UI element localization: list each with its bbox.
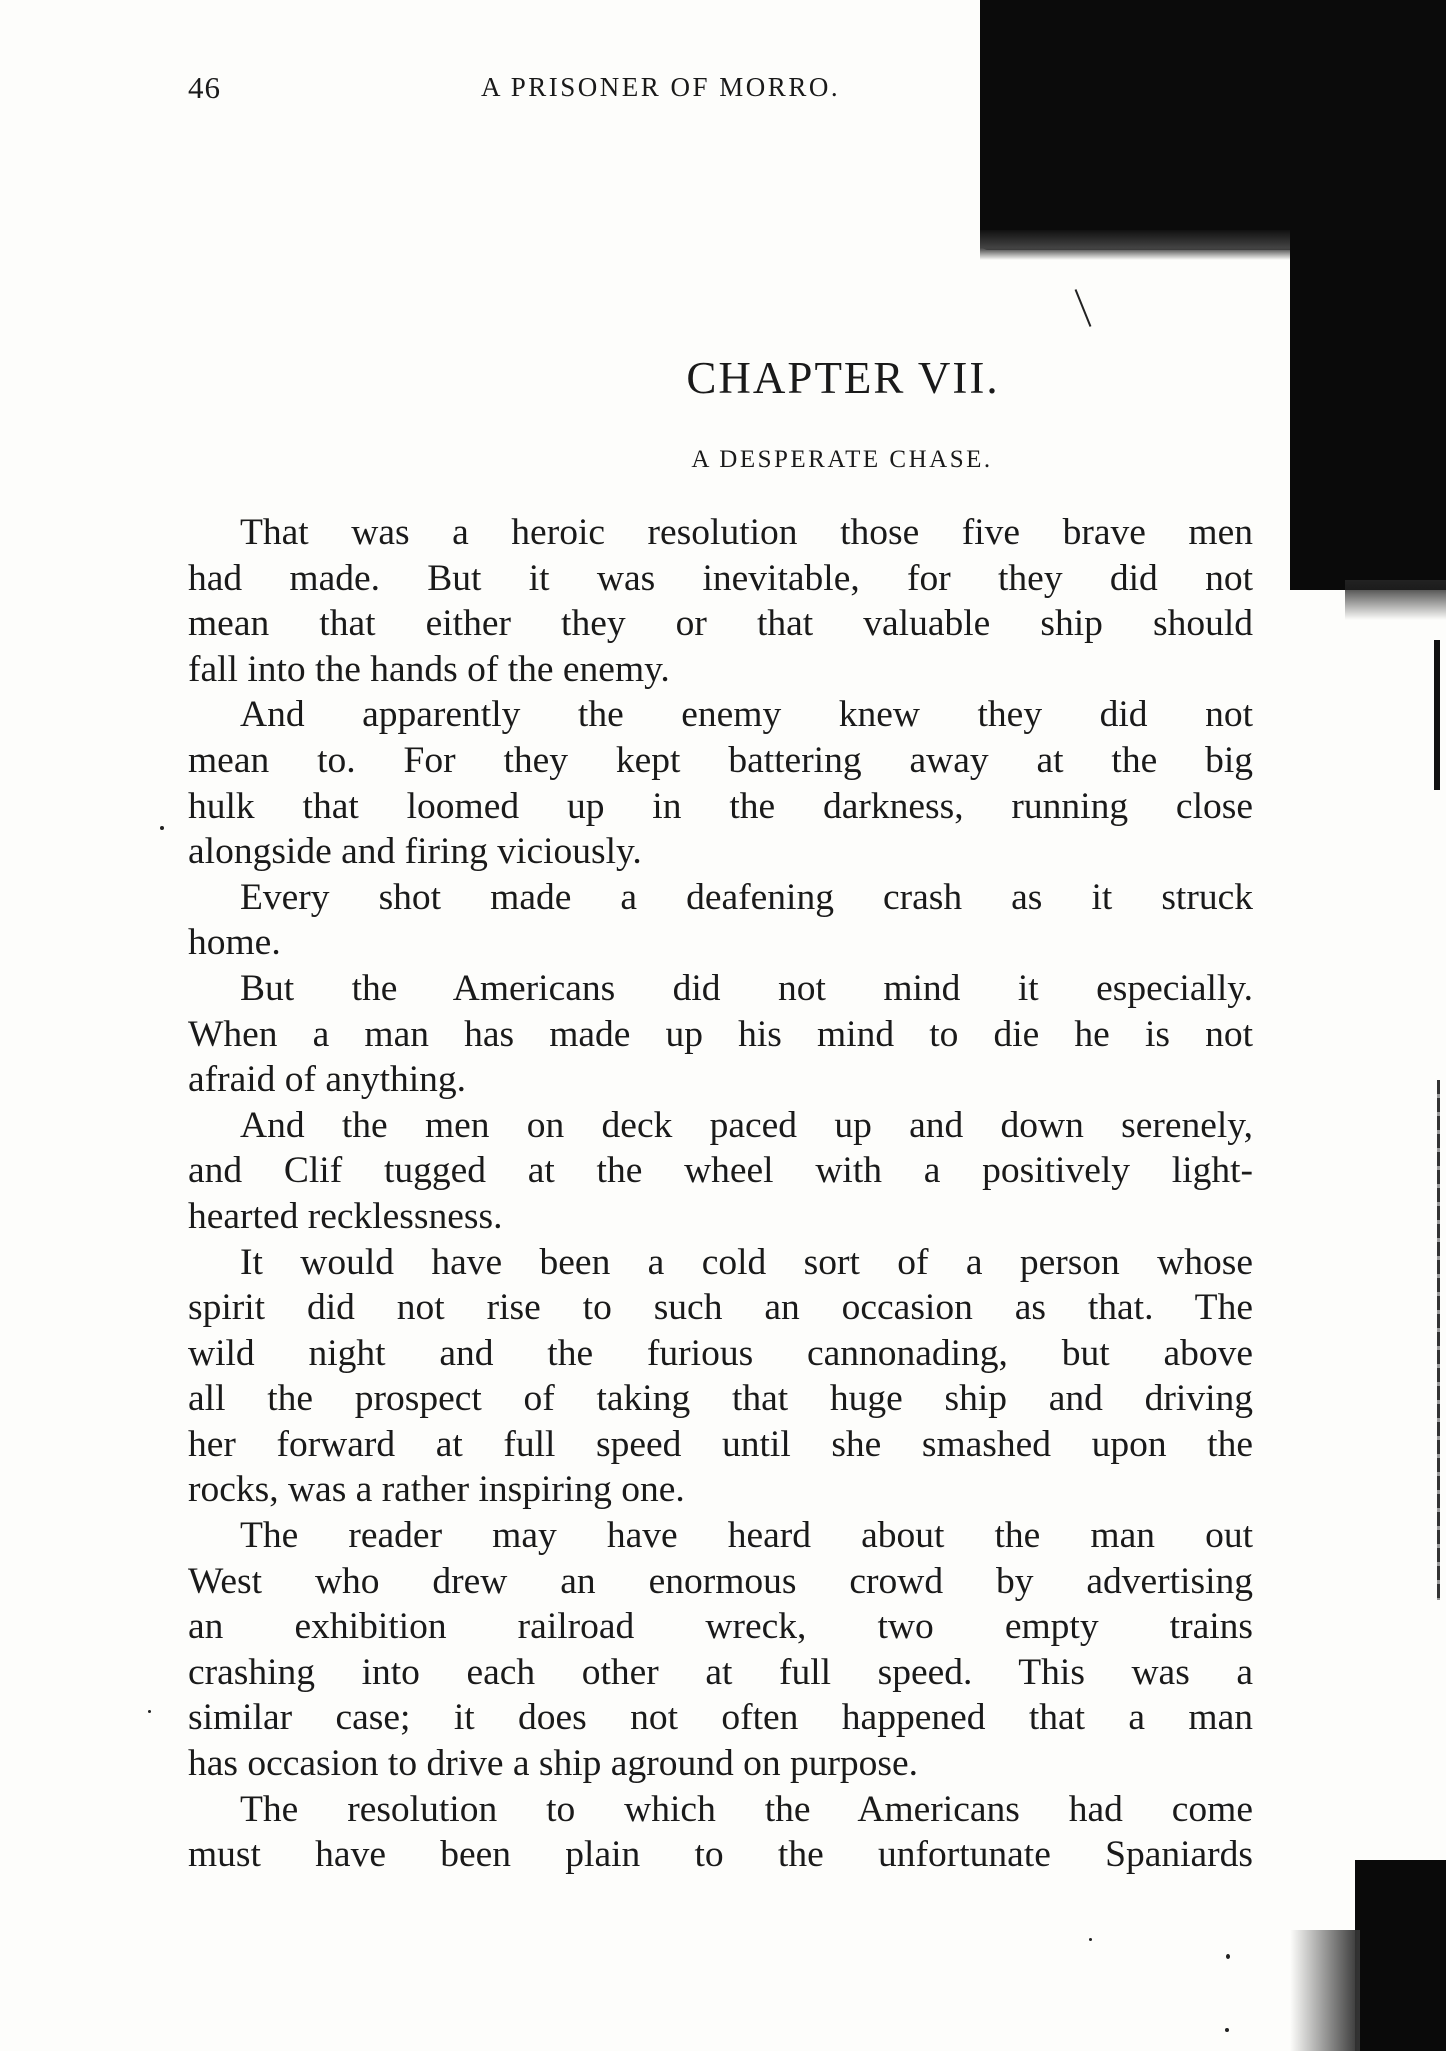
text-line: West who drew an enormous crowd by advertising (188, 1560, 1253, 1602)
text-line: hearted recklessness. (188, 1195, 503, 1237)
text-line: And the men on deck paced up and down serenely, (240, 1104, 1253, 1146)
page-number: 46 (188, 70, 221, 105)
text-line: mean to. For they kept battering away at the big (188, 739, 1253, 781)
scan-speck (160, 826, 164, 830)
text-line: But the Americans did not mind it especially. (240, 967, 1253, 1009)
text-line: It would have been a cold sort of a person whose (240, 1241, 1253, 1283)
text-line: rocks, was a rather inspiring one. (188, 1469, 685, 1511)
text-line: her forward at full speed until she smashed upon the (188, 1423, 1253, 1465)
scan-binding-shadow-edge (980, 230, 1290, 260)
text-line: And apparently the enemy knew they did not (240, 694, 1253, 736)
text-line: had made. But it was inevitable, for they did not (188, 557, 1253, 599)
text-line: and Clif tugged at the wheel with a positively light- (188, 1150, 1253, 1192)
scan-speck (1225, 2028, 1229, 2032)
text-line: fall into the hands of the enemy. (188, 648, 670, 690)
text-line: wild night and the furious cannonading, but above (188, 1332, 1253, 1374)
text-line: hulk that loomed up in the darkness, running close (188, 785, 1253, 827)
scan-edge-line (1437, 1080, 1440, 1600)
text-line: The reader may have heard about the man out (240, 1515, 1253, 1557)
text-line: similar case; it does not often happened that a man (188, 1697, 1253, 1739)
scan-stray-mark (1075, 289, 1092, 327)
text-line: mean that either they or that valuable ship should (188, 603, 1253, 645)
scan-binding-shadow-upper (1290, 240, 1446, 590)
text-line: When a man has made up his mind to die he is not (188, 1013, 1253, 1055)
scan-speck (1226, 1954, 1230, 1959)
chapter-subtitle: A DESPERATE CHASE. (691, 446, 993, 473)
text-line: The resolution to which the Americans had come (240, 1788, 1253, 1830)
text-line: spirit did not rise to such an occasion as that. The (188, 1287, 1253, 1329)
scan-edge-line (1434, 640, 1440, 790)
text-line: all the prospect of taking that huge ship and driving (188, 1378, 1253, 1420)
scan-speck (1089, 1938, 1092, 1941)
text-line: has occasion to drive a ship aground on purpose. (188, 1743, 919, 1785)
text-line: Every shot made a deafening crash as it struck (240, 876, 1253, 918)
text-line: That was a heroic resolution those five brave men (240, 512, 1253, 553)
running-header (188, 70, 978, 110)
scan-binding-shadow-tail (1345, 580, 1446, 620)
text-line: an exhibition railroad wreck, two empty trains (188, 1606, 1253, 1648)
text-line: home. (188, 922, 281, 964)
text-line: must have been plain to the unfortunate Spaniards (188, 1834, 1253, 1876)
running-title: A PRISONER OF MORRO. (481, 72, 841, 102)
body-text (188, 510, 1253, 1878)
text-line: afraid of anything. (188, 1059, 467, 1101)
text-line: crashing into each other at full speed. This was a (188, 1651, 1253, 1693)
chapter-title: CHAPTER VII. (686, 353, 1000, 403)
scan-binding-shadow-fade (1290, 1930, 1360, 2051)
scan-binding-shadow-top (980, 0, 1446, 250)
text-line: alongside and firing viciously. (188, 831, 642, 873)
scan-binding-shadow-bottom (1355, 1860, 1446, 2051)
scan-speck (148, 1710, 151, 1713)
